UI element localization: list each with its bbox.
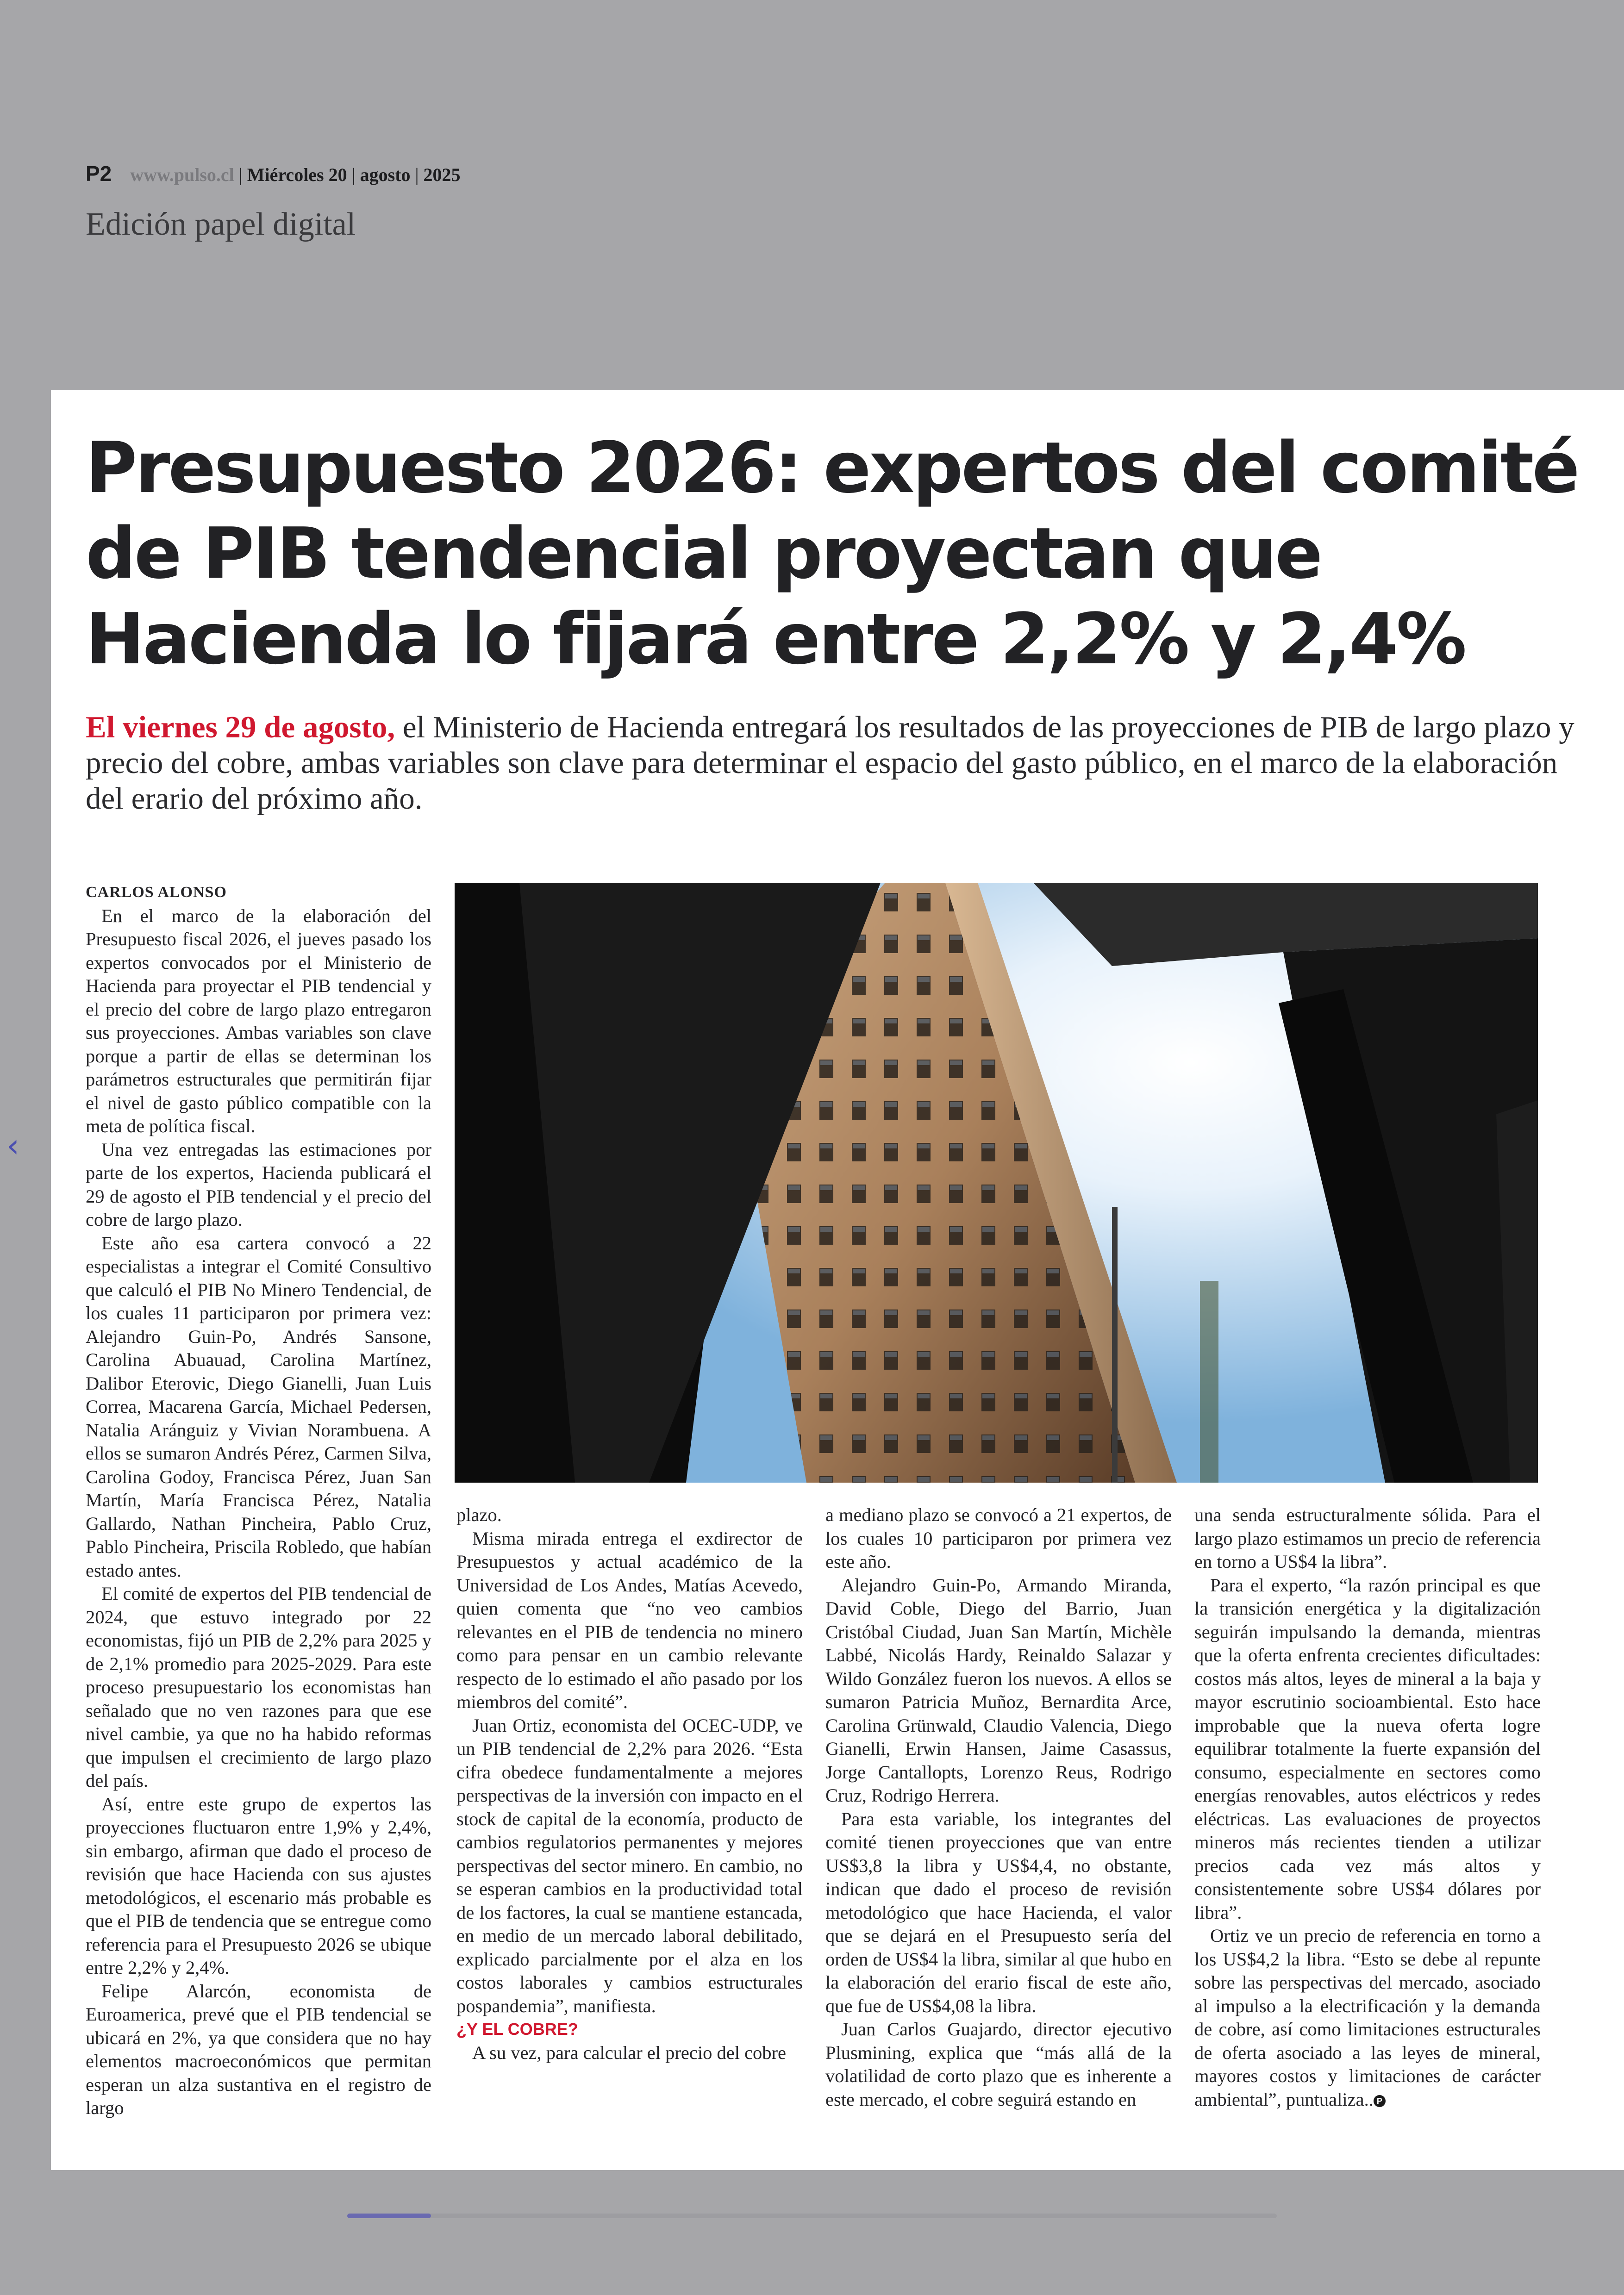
paragraph: Juan Carlos Guajardo, director ejecutivo Plusmining, explica que “más allá de la volatilidad de corto plazo que es inherente a este mercado, el cobre seguirá estando en [825, 2019, 1172, 2110]
page-progress-fill [347, 2214, 431, 2218]
section-subhead: ¿Y EL COBRE? [456, 2020, 578, 2039]
paragraph-continued: a mediano plazo se convocó a 21 expertos, de los cuales 10 participaron por primera vez este año. [825, 1504, 1172, 1572]
end-mark-icon: P [1374, 2095, 1386, 2107]
paragraph: Para el experto, “la razón principal es que la transición energética y la digitalización seguirán impulsando la demanda, mientras que la oferta enfrenta crecientes dificultades: costos más altos, leyes de mineral a la baja y mayor escrutinio socioambiental. Esto hace improbable que la nueva oferta logre equilibrar totalmente la fuerte expansión del consumo, especialmente en sectores como energías renovables, autos eléctricos y redes eléctricas. Las evaluaciones de proyectos mineros más recientes tienden a utilizar precios cada vez más altos y consistentemente sobre US$4 dólares por libra”. [1194, 1574, 1541, 1923]
newspaper-page [51, 390, 1624, 2170]
page-progress-bar[interactable] [347, 2214, 1277, 2218]
paragraph: Felipe Alarcón, economista de Euroamerica, prevé que el PIB tendencial se ubicará en 2%, ya que considera que no hay elementos macroeconómicos que permitan esperan un alza sustantiva en el registro de largo [86, 1980, 431, 2118]
paragraph-final [1194, 1924, 1541, 2111]
paragraph: Una vez entregadas las estimaciones por parte de los expertos, Hacienda publicará el 29 de agosto el PIB tendencial y el precio del cobre de largo plazo. [86, 1139, 431, 1230]
paragraph: Alejandro Guin-Po, Armando Miranda, David Coble, Diego del Barrio, Juan Cristóbal Ciudad, Juan San Martín, Michèle Labbé, Nicolás Hardy, Reinaldo Salazar y Wildo González fueron los nuevos. A ellos se sumaron Patricia Muñoz, Bernardita Arce, Carolina Grünwald, Claudio Valencia, Diego Gianelli, Erwin Hansen, Jaime Casassus, Jorge Cantallopts, Lorenzo Reus, Rodrigo Cruz, Rodrigo Herrera. [825, 1574, 1172, 1806]
deck-text: el Ministerio de Hacienda entregará los resultados de las proyecciones de PIB de largo plazo y precio del cobre, ambas variables son clave para determinar el espacio del gasto público, en el marco de la elaboración del erario del próximo año. [86, 710, 1574, 816]
paragraph: Para esta variable, los integrantes del comité tienen proyecciones que van entre US$3,8 la libra y US$4,4, no obstante, indican que dado el proceso de revisión metodológico que hace Hacienda, el valor que se dejará en el Presupuesto sería del orden de US$4 la libra, similar al que hubo en la elaboración del erario fiscal de este año, que fue de US$4,08 la libra. [825, 1808, 1172, 2016]
date-weekday: Miércoles 20 [247, 164, 347, 185]
chevron-left-icon[interactable]: ‹ [6, 1127, 19, 1165]
paragraph: Este año esa cartera convocó a 22 especialistas a integrar el Comité Consultivo que calculó el PIB No Minero Tendencial, de los cuales 11 participaron por primera vez: Alejandro Guin-Po, Andrés Sansone, Carolina Abuauad, Carolina Martínez, Dalibor Eterovic, Diego Gianelli, Juan Luis Correa, Macarena García, Michael Pedersen, Natalia Aránguiz y Vivian Norambuena. A ellos se sumaron Andrés Pérez, Carmen Silva, Carolina Godoy, Francisca Pérez, Juan San Martín, María Francisca Pérez, Natalia Gallardo, Nathan Pincheira, Pablo Cruz, Pablo Pincheira, Priscila Robledo, que habían estado antes. [86, 1232, 431, 1581]
paragraph: Así, entre este grupo de expertos las proyecciones fluctuaron entre 1,9% y 2,4%, sin embargo, afirman que dado el proceso de revisión que hace Hacienda con sus ajustes metodológicos, el escenario más probable es que el PIB de tendencia que se entregue como referencia para el Presupuesto 2026 se ubique entre 2,2% y 2,4%. [86, 1793, 431, 1978]
paragraph: En el marco de la elaboración del Presupuesto fiscal 2026, el jueves pasado los expertos convocados por el Ministerio de Hacienda para proyectar el PIB tendencial y el precio del cobre de largo plazo entregaron sus proyecciones. Ambas variables son clave porque a partir de ellas se determinan los parámetros estructurales que permitirán fijar el nivel de gasto público compatible con la meta de política fiscal. [86, 905, 431, 1136]
article-headline: Presupuesto 2026: expertos del comité de PIB tendencial proyectan que Hacienda lo fijará entre 2,2% y 2,4% [86, 427, 1578, 680]
edition-label: Edición papel digital [86, 206, 356, 242]
paragraph: Misma mirada entrega el exdirector de Presupuestos y actual académico de la Universidad de Los Andes, Matías Acevedo, quien comenta que “no veo cambios relevantes en el PIB de tendencia no minero como para pensar en un cambio relevante respecto de lo estimado el año pasado por los miembros del comité”. [456, 1528, 803, 1712]
article-column-2 [456, 1503, 803, 2103]
final-text: Ortiz ve un precio de referencia en torno a los US$4,2 la libra. “Esto se debe al repunte sobre las perspectivas del mercado, asociado al impulso a la electrificación y la demanda de cobre, así como limitaciones estructurales de oferta asociado a las leyes de mineral, mayores costos y limitaciones de carácter ambiental”, puntualiza.. [1194, 1925, 1541, 2110]
article-column-4 [1194, 1503, 1541, 2110]
article-column-3 [825, 1503, 1172, 2110]
article-deck [86, 710, 1590, 817]
site-url[interactable]: www.pulso.cl [130, 164, 234, 185]
date-year: 2025 [423, 164, 461, 185]
page-header-meta: P2 www.pulso.cl | Miércoles 20 | agosto | 2025 [86, 162, 461, 186]
building-photo-illustration [455, 883, 1538, 1483]
paragraph: El comité de expertos del PIB tendencial de 2024, que estuvo integrado por 22 economistas, fijó un PIB de 2,2% para 2025 y de 2,1% promedio para 2025-2029. Para este proceso presupuestario los economistas han señalado que no ven razones para que ese nivel cambie, ya que no ha habido reformas que impulsen el crecimiento de largo plazo del país. [86, 1583, 431, 1791]
paragraph: A su vez, para calcular el precio del cobre [472, 2042, 787, 2063]
article-column-1 [86, 881, 431, 2118]
article-photo [455, 883, 1538, 1483]
page-number: P2 [86, 162, 112, 186]
paragraph-continued: una senda estructuralmente sólida. Para el largo plazo estimamos un precio de referencia en torno a US$4 la libra”. [1194, 1504, 1541, 1572]
byline: CARLOS ALONSO [86, 884, 227, 901]
deck-lead: El viernes 29 de agosto, [86, 710, 395, 744]
date-month: agosto [360, 164, 411, 185]
paragraph-continued: plazo. [456, 1504, 502, 1525]
paragraph: Juan Ortiz, economista del OCEC-UDP, ve un PIB tendencial de 2,2% para 2026. “Esta cifra obedece fundamentalmente a mejores perspectivas de la inversión con impacto en el stock de capital de la economía, producto de cambios regulatorios permanentes y mejores perspectivas del sector minero. En cambio, no se esperan cambios en la productividad total de los factores, la cual se mantiene estancada, en medio de un mercado laboral debilitado, explicado parcialmente por el alza en los costos laborales y cambios estructurales pospandemia”, manifiesta. [456, 1715, 803, 2016]
